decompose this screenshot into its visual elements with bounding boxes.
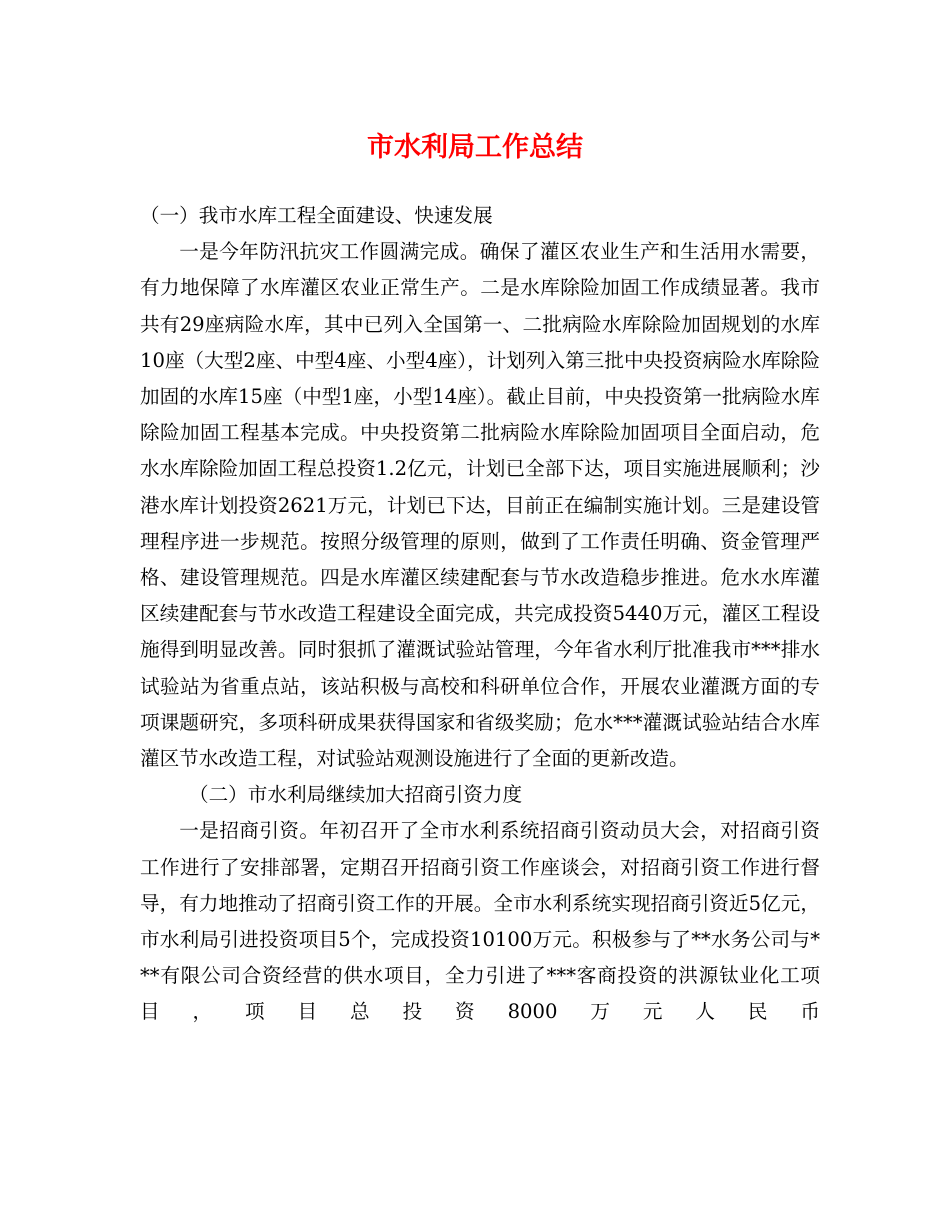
document-title: 市水利局工作总结 — [367, 132, 583, 163]
document-body — [140, 198, 820, 1031]
section-1-heading: （一）我市水库工程全面建设、快速发展 — [140, 204, 493, 227]
section-1-paragraph: 一是今年防汛抗灾工作圆满完成。确保了灌区农业生产和生活用水需要，有力地保障了水库灌区农业正常生产。二是水库除险加固工作成绩显著。我市共有29座病险水库，其中已列入全国第一、二批病险水库除险加固规划的水库10座（大型2座、中型4座、小型4座），计划列入第三批中央投资病险水库除险加固的水库15座（中型1座，小型14座）。截止目前，中央投资第一批病险水库除险加固工程基本完成。中央投资第二批病险水库除险加固项目全面启动，危水水库除险加固工程总投资1.2亿元，计划已全部下达，项目实施进展顺利；沙港水库计划投资2621万元，计划已下达，目前正在编制实施计划。三是建设管理程序进一步规范。按照分级管理的原则，做到了工作责任明确、资金管理严格、建设管理规范。四是水库灌区续建配套与节水改造稳步推进。危水水库灌区续建配套与节水改造工程建设全面完成，共完成投资5440万元，灌区工程设施得到明显改善。同时狠抓了灌溉试验站管理，今年省水利厅批准我市***排水试验站为省重点站，该站积极与高校和科研单位合作，开展农业灌溉方面的专项课题研究，多项科研成果获得国家和省级奖励；危水***灌溉试验站结合水库灌区节水改造工程，对试验站观测设施进行了全面的更新改造。 — [140, 240, 820, 771]
section-2-paragraph: 一是招商引资。年初召开了全市水利系统招商引资动员大会，对招商引资工作进行了安排部署，定期召开招商引资工作座谈会，对招商引资工作进行督导，有力地推动了招商引资工作的开展。全市水利系统实现招商引资近5亿元，市水利局引进投资项目5个，完成投资10100万元。积极参与了**水务公司与***有限公司合资经营的供水项目，全力引进了***客商投资的洪源钛业化工项目，项目总投资8000万元人民币 — [140, 819, 820, 1024]
section-2-heading: （二）市水利局继续加大招商引资力度 — [189, 783, 523, 807]
